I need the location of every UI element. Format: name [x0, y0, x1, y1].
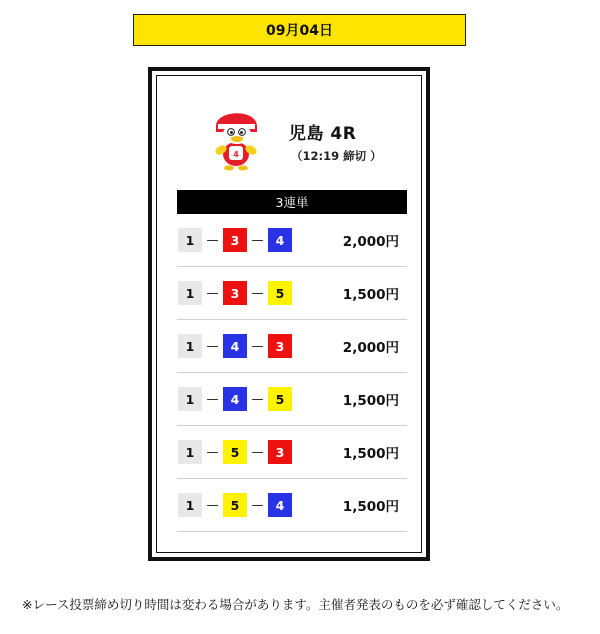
race-card-inner-border [156, 75, 422, 553]
race-card [148, 67, 430, 561]
bet-amount: 2,000円 [342, 340, 399, 356]
boat-number-first: 1 [178, 387, 202, 411]
date-banner [133, 14, 466, 46]
separator-dash: — [206, 498, 219, 512]
boat-number-second: 3 [223, 228, 247, 252]
separator-dash: — [251, 339, 264, 353]
bet-type-label: 3連単 [275, 195, 309, 210]
date-label: 09月04日 [266, 23, 333, 39]
separator-dash: — [206, 392, 219, 406]
bet-row [177, 426, 407, 479]
separator-dash: — [251, 286, 264, 300]
bet-row [177, 373, 407, 426]
race-title: 児島 4R [289, 124, 357, 144]
separator-dash: — [251, 233, 264, 247]
boat-number-third: 4 [268, 228, 292, 252]
boat-number-first: 1 [178, 334, 202, 358]
boat-number-first: 1 [178, 440, 202, 464]
separator-dash: — [251, 498, 264, 512]
mascot-bird-icon [206, 102, 266, 174]
bet-row [177, 320, 407, 373]
boat-number-first: 1 [178, 281, 202, 305]
boat-combination [178, 440, 292, 464]
boat-number-second: 5 [223, 440, 247, 464]
bet-row [177, 267, 407, 320]
bet-list [177, 214, 407, 532]
separator-dash: — [206, 445, 219, 459]
separator-dash: — [206, 233, 219, 247]
race-deadline: （12:19 締切 ） [291, 149, 382, 163]
boat-combination [178, 281, 292, 305]
boat-combination [178, 493, 292, 517]
bet-amount: 1,500円 [342, 287, 399, 303]
bet-type-header [177, 190, 407, 214]
boat-combination [178, 387, 292, 411]
boat-number-third: 4 [268, 493, 292, 517]
separator-dash: — [206, 339, 219, 353]
boat-number-first: 1 [178, 228, 202, 252]
separator-dash: — [206, 286, 219, 300]
boat-number-third: 3 [268, 334, 292, 358]
separator-dash: — [251, 392, 264, 406]
boat-number-third: 5 [268, 281, 292, 305]
boat-combination [178, 334, 292, 358]
bet-row [177, 479, 407, 532]
svg-text:4: 4 [233, 150, 239, 159]
bet-amount: 1,500円 [342, 499, 399, 515]
boat-number-third: 5 [268, 387, 292, 411]
boat-number-second: 4 [223, 387, 247, 411]
deadline-notice: ※レース投票締め切り時間は変わる場合があります。主催者発表のものを必ず確認してください。 [22, 597, 569, 612]
boat-number-second: 5 [223, 493, 247, 517]
boat-number-third: 3 [268, 440, 292, 464]
boat-combination [178, 228, 292, 252]
separator-dash: — [251, 445, 264, 459]
bet-amount: 1,500円 [342, 393, 399, 409]
boat-number-second: 3 [223, 281, 247, 305]
bet-amount: 1,500円 [342, 446, 399, 462]
boat-number-second: 4 [223, 334, 247, 358]
bet-amount: 2,000円 [342, 234, 399, 250]
boat-number-first: 1 [178, 493, 202, 517]
bet-row [177, 214, 407, 267]
